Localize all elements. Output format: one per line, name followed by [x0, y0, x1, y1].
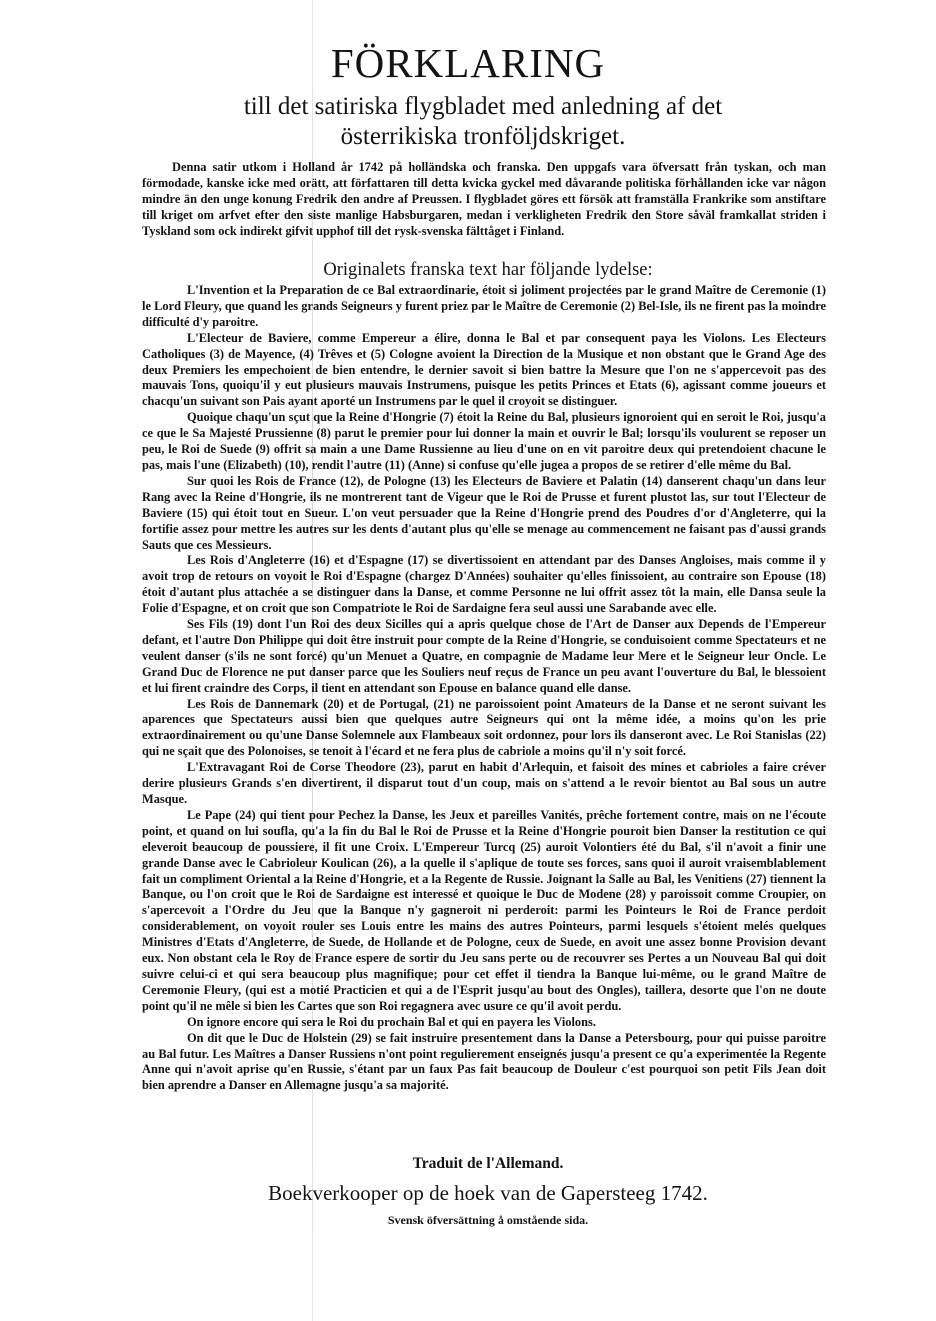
- body-paragraph: On ignore encore qui sera le Roi du prochain Bal et qui en payera les Violons.: [187, 1014, 596, 1029]
- section-heading: Originalets franska text har följande lydelse:: [323, 260, 653, 280]
- french-text-body: [142, 283, 826, 1094]
- publisher-line: Boekverkooper op de hoek van de Gapersteeg 1742.: [268, 1181, 708, 1205]
- subtitle-line-1: till det satiriska flygbladet med anledning af det: [243, 93, 723, 120]
- body-paragraph: Sur quoi les Rois de France (12), de Pologne (13) les Electeurs de Baviere et Palatin (14) danserent chaqu'un dans leur Rang avec la Reine d'Hongrie, ils ne montrerent tant de Vigeur que le Roi de Prusse et furent plustot las, sur tout l'Electeur de Baviere (15) qui étoit tout en Sueur. L'on veut persuader que la Reine d'Hongrie prend des Poudres d'or d'Angleterre, qui la fortifie assez pour mettre les autres sur les dents d'autant plus qu'elle se menage au commencement ne faisant pas d'aussi grands Sauts que ces Messieurs.: [142, 473, 826, 552]
- body-paragraph: L'Electeur de Baviere, comme Empereur a élire, donna le Bal et par consequent paya les Violons. Les Electeurs Catholiques (3) de Mayence, (4) Trêves et (5) Cologne avoient la Direction de la Musique et non obstant que le Grand Age des deux Premiers les empechoient de bien entendre, le dernier savoit si bien battre la Mesure que l'on ne s'appercevoit pas des mauvais Tons, quoiqu'il y eut plusieurs mauvais Instrumens, puisque les petits Princes et Etats (6), agissant comme joueurs et chacqu'un suivant son Pais ayant aporté un Instrumens par le quel il croyoit se distinguer.: [142, 330, 826, 409]
- body-paragraph: L'Extravagant Roi de Corse Theodore (23), parut en habit d'Arlequin, et faisoit des mines et cabrioles a faire créver derire plusieurs Grands s'en divertirent, il disparut tout d'un coup, mais on s'attend a le revoir bientot au Bal sous un autre Masque.: [142, 760, 826, 806]
- swedish-translation-note: Svensk öfversättning å omstående sida.: [387, 1213, 589, 1227]
- body-paragraph: Ses Fils (19) dont l'un Roi des deux Sicilles qui a apris quelque chose de l'Art de Danser aux Depends de l'Empereur defant, et l'autre Don Philippe qui doit être instruit pour compte de la Reine d'Hongrie, se conduisoient comme Spectateurs et ne veulent danser (s'ils ne sont forcé) qu'un Menuet a Quatre, en compagnie de Madame leur Mere et le Seigneur leur Oncle. Le Grand Duc de Florence ne put danser parce que les Souliers neuf reçus de France un peu avant l'ouverture du Bal, le blessoient et lui firent craindre des Corps, il tient en attendant son Epouse en balance quand elle danse.: [142, 617, 826, 695]
- body-paragraph: Le Pape (24) qui tient pour Pechez la Danse, les Jeux et pareilles Vanités, prêche fortement contre, mais on ne l'écoute point, et quand on lui soufla, qu'a la fin du Bal le Roi de Prusse et la Reine d'Hongrie pouroit bien Danser la restitution ce qui eleveroit beaucoup de poussiere, il fit une Croix. L'Empereur Turcq (25) auroit Volontiers été du Bal, s'il n'avoit a finir une grande Danse avec le Cabrioleur Koulican (26), a la quelle il s'aplique de toute ses forces, sans quoi il auroit vraisemblablement fait un compliment Oriental a la Reine d'Hongrie, et a la Regente de Russie. Joignant la Salle au Bal, les Venitiens (27) tiennent la Banque, ou l'on croit que le Roi de Sardaigne est interessé et quoique le Duc de Modene (28) y paroissoit comme Croupier, on s'apercevoit a l'Ordre du Jeu que la Banque n'y gagneroit ni perderoit: parmi les Pointeurs le Roi de France perdoit considerablement, on voyoit rouler ses Louis entre les mains des autres Pointeurs, parmi lesquels s'étoient melés quelques Ministres d'Etats d'Angleterre, de Suede, de Hollande et de Pologne, ceux de Suede, en avoit une assez bonne Provision devant eux. Non obstant cela le Roy de France espere de sortir du Jeu sans perte ou de recouvrer ses Pertes a un Nouveau Bal qui doit suivre celui-ci et qui sera beaucoup plus magnifique; pour cet effet il tiendra la Banque lui-même, ou le grand Maître de Ceremonie Fleury, (qui est a motié Practicien et qui a de l'Esprit jusqu'au bout des Ongles), taillera, desorte que l'on ne doute point qu'il ne mêle si bien les Cartes que son Roi regagnera avec usure ce qu'il avoit perdu.: [142, 807, 826, 1013]
- intro-paragraph: Denna satir utkom i Holland år 1742 på holländska och franska. Den uppgafs vara öfversatt från tyskan, och man förmodade, kanske icke med orätt, att författaren till detta kvicka gyckel med dåvarande politiska förhållanden icke var någon mindre än den unge konung Fredrik den andre af Preussen. I flygbladet göres ett försök att framställa Frankrike som anstiftare till kriget om arfvet efter den siste manlige Habsburgaren, medan i verkligheten Fredrik den Store såväl framkallat striden i Tyskland som ock indirekt gifvit upphof till det rysk-svenska fälttåget i Finland.: [142, 160, 826, 238]
- body-paragraph: On dit que le Duc de Holstein (29) se fait instruire presentement dans la Danse a Petersbourg, pour qui puisse paroitre au Bal futur. Les Maîtres a Danser Russiens n'ont point regulierement enseignés jusqu'a present ce qu'a experimentée la Regente Anne qui n'avoit aprise qu'en Russie, s'étant par un faux Pas fait beaucoup de Douleur c'est pourquoi son petit Fils Jean doit bien aprendre a Danser en Allemagne jusqu'a sa majorité.: [142, 1030, 826, 1093]
- document-title: FÖRKLARING: [330, 40, 606, 86]
- body-paragraph: L'Invention et la Preparation de ce Bal extraordinarie, étoit si joliment projectées par le grand Maître de Ceremonie (1) le Lord Fleury, que quand les grands Seigneurs y furent priez par le Maître de Ceremonie (2) Bel-Isle, ils ne firent pas la moindre difficulté d'y paroitre.: [142, 283, 826, 329]
- document-subtitle: [0, 92, 936, 152]
- body-paragraph: Les Rois de Dannemark (20) et de Portugal, (21) ne paroissoient point Amateurs de la Danse et ne seront suivant les aparences que Spectateurs aussi bien que quelques autre Seigneurs qui ont la même idée, a moins qu'on les prie extraordinairement ou qu'une Danse Solemnele aux Flambeaux soit ordonnez, pour lors ils danseront avec. Le Roi Stanislas (22) qui ne sçait que des Polonoises, se tenoit à l'écard et ne fera plus de cabriole a moins qu'il n'y soit forcé.: [142, 696, 826, 759]
- translation-note: Traduit de l'Allemand.: [412, 1155, 564, 1172]
- body-paragraph: Quoique chaqu'un sçut que la Reine d'Hongrie (7) étoit la Reine du Bal, plusieurs ignoroient qui en seroit le Roi, jusqu'a ce que le Sa Majesté Prussienne (8) parut le premier pour lui donner la main et ouvrir le Bal; lorsqu'ils voulurent se reposer un peu, le Roi de Suede (9) offrit sa main a une Dame Russienne au lieu d'une on en vit paroitre deux qui pretendoient chacune le pas, mais l'une (Elizabeth) (10), rendit l'autre (11) (Anne) si confuse qu'elle jugea a propos de se retirer d'elle même du Bal.: [142, 410, 826, 472]
- subtitle-line-2: österrikiska tronföljdskriget.: [340, 123, 626, 150]
- body-paragraph: Les Rois d'Angleterre (16) et d'Espagne (17) se divertissoient en attendant par des Danses Angloises, mais comme il y avoit trop de retours on voyoit le Roi d'Espagne (chargez D'Années) souhaiter qu'elles finissoient, au contraire son Epouse (18) étoit d'autant plus attachée a se distinguer dans la Danse, et comme Personne ne lui offrit assez tôt la main, elle Dansa seule la Folie d'Espagne, et on croit que son Compatriote le Roi de Sardaigne fera seul aussi une Sarabande avec elle.: [142, 553, 826, 616]
